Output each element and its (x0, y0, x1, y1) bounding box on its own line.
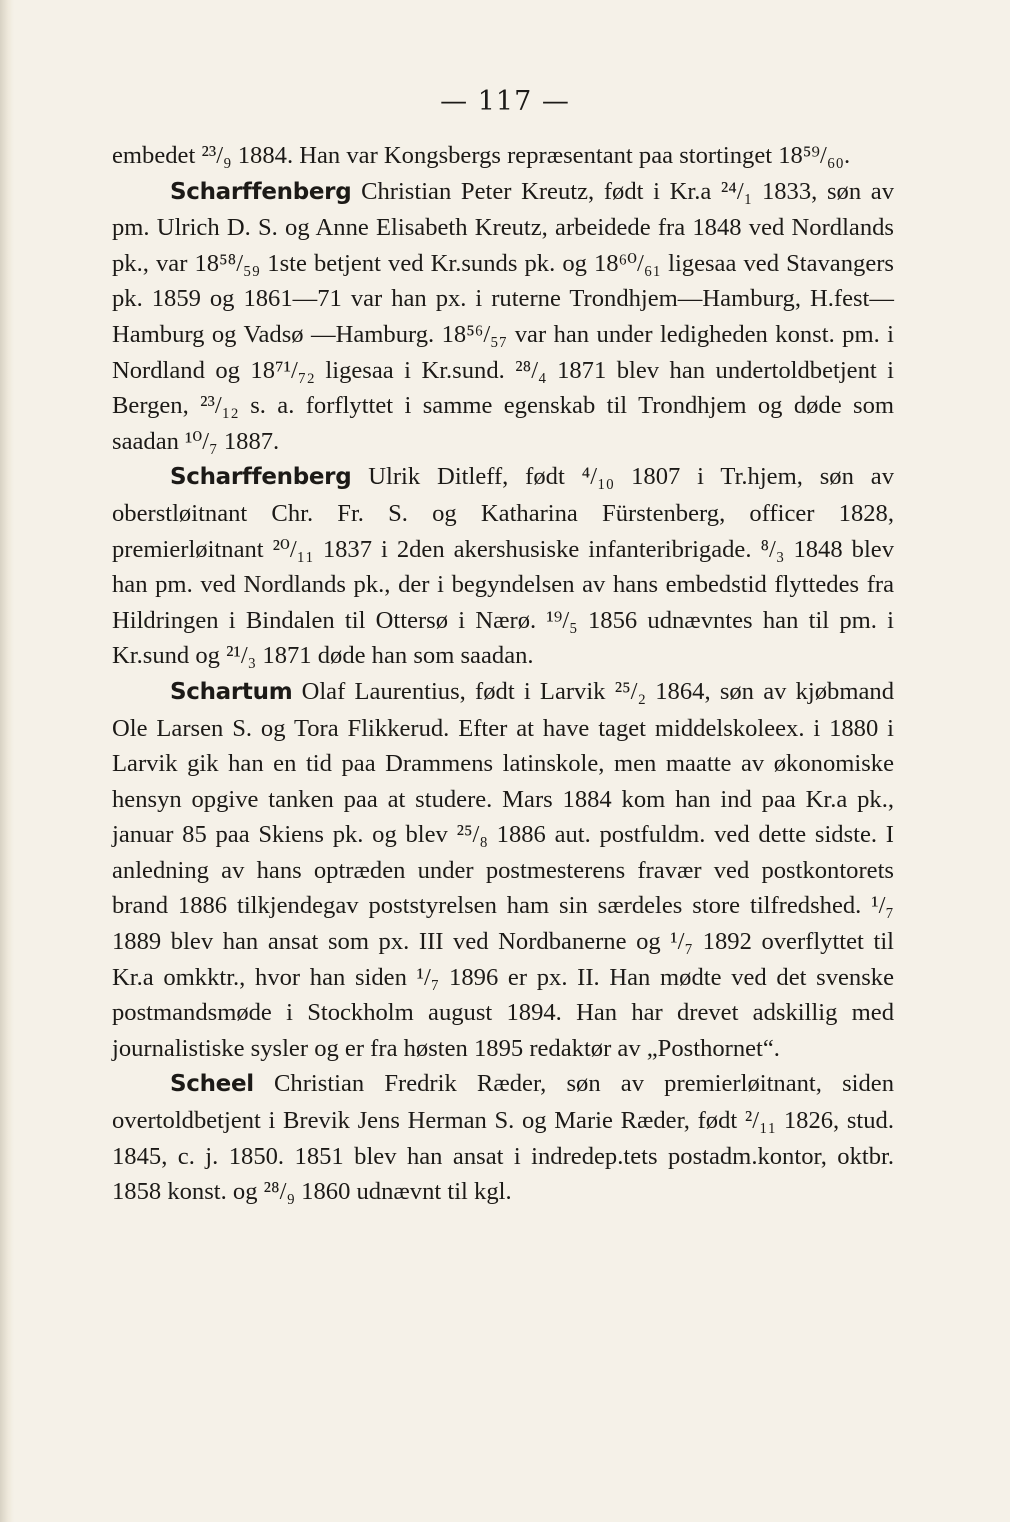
entry-text: embedet ²³/₉ 1884. Han var Kongsbergs repræsentant paa stortinget 18⁵⁹/₆₀. (112, 142, 851, 169)
entry-name: Scharffenberg (170, 464, 352, 491)
entry-scharffenberg-ulrik (112, 459, 894, 674)
page-edge-shadow (0, 0, 14, 1522)
entry-text: Olaf Laurentius, født i Larvik ²⁵/₂ 1864, søn av kjøbmand Ole Larsen S. og Tora Flikkerud. Efter at have taget middelskoleex. i 1880 i Larvik gik han en tid paa Drammens latinskole, men maatte av økonomiske hensyn opgive tanken paa at studere. Mars 1884 kom han ind paa Kr.a pk., januar 85 paa Skiens pk. og blev ²⁵/₈ 1886 aut. postfuldm. ved dette sidste. I anledning av hans optræden under postmesterens fravær ved postkontorets brand 1886 tilkjendegav poststyrelsen ham sin særdeles store tilfredshed. ¹/₇ 1889 blev han ansat som px. III ved Nordbanerne og ¹/₇ 1892 overflyttet til Kr.a omkktr., hvor han siden ¹/₇ 1896 er px. II. Han mødte ved det svenske postmandsmøde i Stockholm august 1894. Han har drevet adskillig med journalistiske sysler og er fra høsten 1895 redaktør av „Posthornet“. (112, 677, 894, 1062)
entry-text: Christian Peter Kreutz, født i Kr.a ²⁴/₁ 1833, søn av pm. Ulrich D. S. og Anne Elisabeth Kreutz, arbeidede fra 1848 ved Nordlands pk., var 18⁵⁸/₅₉ 1ste betjent ved Kr.sunds pk. og 18⁶⁰/₆₁ ligesaa ved Stavangers pk. 1859 og 1861—71 var han px. i ruterne Trondhjem—Hamburg, H.fest—Hamburg og Vadsø —Hamburg. 18⁵⁶/₅₇ var han under ledigheden konst. pm. i Nordland og 18⁷¹/₇₂ ligesaa i Kr.sund. ²⁸/₄ 1871 blev han undertoldbetjent i Bergen, ²³/₁₂ s. a. forflyttet i samme egenskab til Trondhjem og døde som saadan ¹⁰/₇ 1887. (112, 177, 894, 455)
entry-text: Ulrik Ditleff, født ⁴/₁₀ 1807 i Tr.hjem, søn av oberstløitnant Chr. Fr. S. og Katharina Fürstenberg, officer 1828, premierløitnant ²⁰/₁₁ 1837 i 2den akershusiske infanteribrigade. ⁸/₃ 1848 blev han pm. ved Nordlands pk., der i begyndelsen av hans embedstid flyttedes fra Hildringen i Bindalen til Ottersø i Nærø. ¹⁹/₅ 1856 udnævntes han til pm. i Kr.sund og ²¹/₃ 1871 døde han som saadan. (112, 463, 894, 670)
entry-continuation (112, 138, 894, 174)
entry-name: Scheel (170, 1071, 254, 1098)
page-number: — 117 — (440, 86, 570, 117)
page-body (112, 138, 894, 1210)
entry-name: Scharffenberg (170, 178, 352, 205)
entry-scheel (112, 1066, 894, 1209)
entry-text: Christian Fredrik Ræder, søn av premierløitnant, siden overtoldbetjent i Brevik Jens Herman S. og Marie Ræder, født ²/₁₁ 1826, stud. 1845, c. j. 1850. 1851 blev han ansat i indredep.tets postadm.kontor, oktbr. 1858 konst. og ²⁸/₉ 1860 udnævnt til kgl. (112, 1070, 894, 1206)
entry-scharffenberg-christian (112, 174, 894, 460)
entry-schartum (112, 674, 894, 1067)
entry-name: Schartum (170, 678, 293, 705)
